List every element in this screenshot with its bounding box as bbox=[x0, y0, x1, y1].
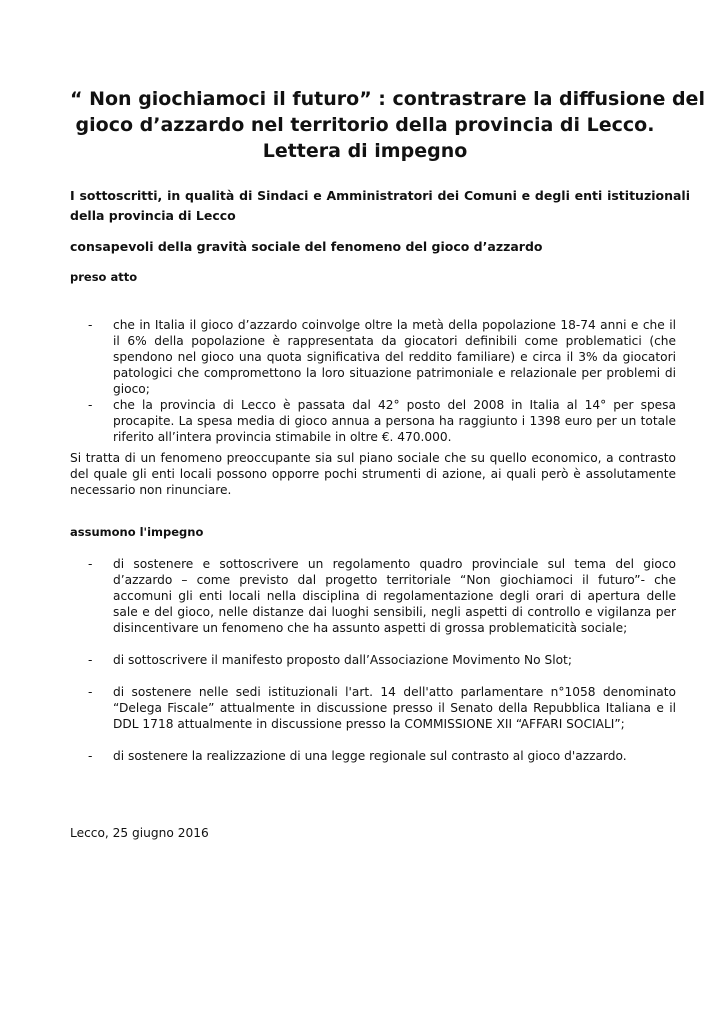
list-item bbox=[88, 684, 676, 732]
dash-bullet: - bbox=[88, 685, 93, 699]
title-line-1: “ Non giochiamoci il futuro” : contrastrare la diffusione del bbox=[70, 88, 705, 110]
dash-bullet: - bbox=[88, 398, 93, 412]
assumono-list bbox=[88, 556, 676, 780]
list-item bbox=[88, 317, 676, 397]
list-item bbox=[88, 652, 676, 668]
intro-signatories: I sottoscritti, in qualità di Sindaci e Amministratori dei Comuni e degli enti istituzionali della provincia di Lecco bbox=[70, 188, 690, 223]
section-heading-assumono: assumono l'impegno bbox=[70, 525, 204, 539]
list-item-text: di sostenere la realizzazione di una legge regionale sul contrasto al gioco d'azzardo. bbox=[113, 749, 627, 763]
section-heading-preso-atto: preso atto bbox=[70, 270, 138, 284]
title-line-3: Lettera di impegno bbox=[262, 140, 468, 162]
list-item bbox=[88, 556, 676, 636]
list-item-text: di sottoscrivere il manifesto proposto dall’Associazione Movimento No Slot; bbox=[113, 653, 572, 667]
list-item-text: che in Italia il gioco d’azzardo coinvolge oltre la metà della popolazione 18-74 anni e che il il 6% della popolazione è rappresentata da giocatori definibili come problematici (che spendono nel gioco una quota significativa del reddito familiare) e circa il 3% da giocatori patologici che compromettono la loro situazione patrimoniale e relazionale per problemi di gioco; bbox=[113, 318, 676, 396]
list-item bbox=[88, 397, 676, 445]
dash-bullet: - bbox=[88, 653, 93, 667]
dash-bullet: - bbox=[88, 557, 93, 571]
list-item-text: di sostenere nelle sedi istituzionali l'art. 14 dell'atto parlamentare n°1058 denominato “Delega Fiscale” attualmente in discussione presso il Senato della Repubblica Italiana e il DDL 1718 attualmente in discussione presso la COMMISSIONE XII “AFFARI SOCIALI”; bbox=[113, 685, 676, 731]
title-line-2: gioco d’azzardo nel territorio della provincia di Lecco. bbox=[75, 114, 655, 136]
document-title bbox=[70, 86, 705, 164]
awareness-statement: consapevoli della gravità sociale del fenomeno del gioco d’azzardo bbox=[70, 239, 543, 254]
dash-bullet: - bbox=[88, 318, 93, 332]
preso-atto-list bbox=[88, 317, 676, 445]
list-item-text: di sostenere e sottoscrivere un regolamento quadro provinciale sul tema del gioco d’azzardo – come previsto dal progetto territoriale “Non giochiamoci il futuro”- che accomuni gli enti locali nella disciplina di regolamentazione degli orari di apertura delle sale e del gioco, nelle distanze dai luoghi sensibili, negli aspetti di controllo e vigilanza per disincentivare un fenomeno che ha assunto aspetti di grossa problematicità sociale; bbox=[113, 557, 676, 635]
dash-bullet: - bbox=[88, 749, 93, 763]
phenomenon-paragraph: Si tratta di un fenomeno preoccupante sia sul piano sociale che su quello economico, a contrasto del quale gli enti locali possono opporre pochi strumenti di azione, ai quali però è assolutamente necessario non rinunciare. bbox=[70, 451, 676, 497]
list-item-text: che la provincia di Lecco è passata dal 42° posto del 2008 in Italia al 14° per spesa procapite. La spesa media di gioco annua a persona ha raggiunto i 1398 euro per un totale riferito all’intera provincia stimabile in oltre €. 470.000. bbox=[113, 398, 676, 444]
list-item bbox=[88, 748, 676, 764]
place-date: Lecco, 25 giugno 2016 bbox=[70, 826, 209, 840]
